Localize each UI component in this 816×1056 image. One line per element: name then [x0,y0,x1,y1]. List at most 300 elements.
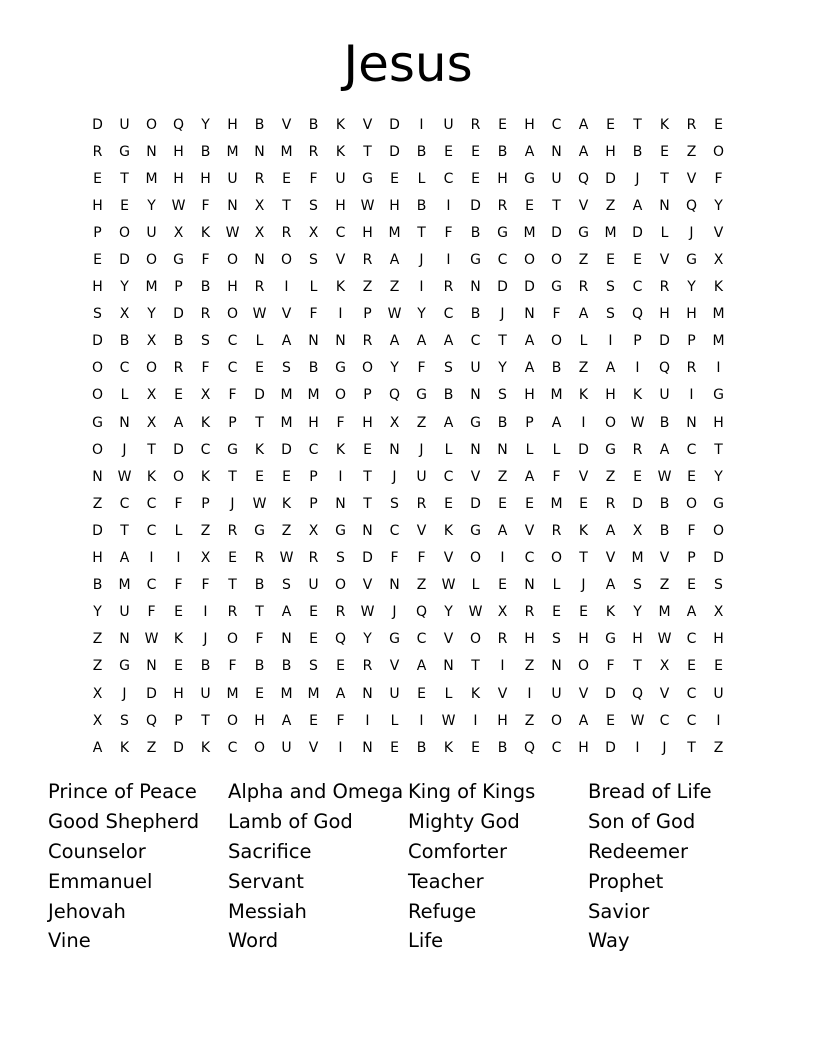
grid-letter: W [144,631,159,648]
grid-letter: O [91,387,104,404]
grid-letter: D [254,387,265,404]
grid-letter: Q [523,739,536,756]
grid-letter: R [443,279,454,296]
grid-letter: A [389,333,400,350]
word-list-item: Son of God [588,810,696,834]
grid-letter: U [551,170,562,187]
grid-letter: Y [417,306,426,323]
word-list-item: Savior [588,899,650,923]
grid-letter: V [686,170,697,187]
grid-letter: V [578,685,589,702]
grid-letter: H [389,197,400,214]
grid-letter: K [713,279,724,296]
grid-letter: L [525,441,534,458]
grid-letter: P [228,414,237,431]
grid-letter: X [200,550,211,567]
grid-letter: V [362,116,373,133]
grid-letter: U [713,685,724,702]
grid-letter: R [632,441,643,458]
grid-letter: O [469,631,482,648]
grid-letter: C [227,360,238,377]
grid-row [84,572,732,599]
grid-letter: L [120,387,129,404]
grid-letter: U [119,604,130,621]
grid-letter: Z [713,739,724,756]
grid-letter: T [255,414,264,431]
grid-letter: P [525,414,534,431]
grid-letter: D [92,333,103,350]
grid-letter: F [201,197,210,214]
grid-letter: E [687,658,696,675]
grid-letter: G [605,631,616,648]
grid-letter: O [253,739,266,756]
word-list-item: Prophet [588,869,664,893]
grid-letter: F [147,604,156,621]
grid-letter: H [362,224,373,241]
grid-letter: E [633,252,642,269]
grid-letter: Z [146,739,157,756]
grid-letter: H [227,279,238,296]
grid-letter: N [470,387,481,404]
grid-letter: U [551,685,562,702]
grid-letter: I [716,712,721,729]
grid-letter: N [146,658,157,675]
grid-letter: R [362,252,373,269]
grid-row [84,274,732,301]
grid-letter: A [632,197,643,214]
grid-letter: A [686,604,697,621]
grid-letter: D [146,685,157,702]
grid-letter: F [606,658,615,675]
grid-letter: W [171,197,186,214]
grid-letter: P [363,306,372,323]
grid-letter: V [281,116,292,133]
grid-letter: G [686,252,697,269]
word-list-item: Prince of Peace [48,780,197,804]
grid-letter: U [281,739,292,756]
grid-letter: T [660,170,669,187]
grid-letter: C [335,224,346,241]
grid-letter: N [389,441,400,458]
grid-letter: L [660,224,669,241]
grid-letter: S [498,387,507,404]
grid-letter: V [713,224,724,241]
grid-letter: T [363,468,372,485]
grid-row [84,490,732,517]
grid-letter: S [93,306,102,323]
grid-letter: W [360,197,375,214]
grid-letter: B [308,360,319,377]
grid-letter: U [308,577,319,594]
grid-letter: G [605,441,616,458]
word-list-item: Lamb of God [228,810,353,834]
grid-letter: I [338,468,343,485]
grid-letter: M [307,685,320,702]
grid-letter: R [227,522,238,539]
grid-letter: N [146,143,157,160]
grid-letter: B [497,739,508,756]
grid-letter: T [687,739,696,756]
grid-letter: S [120,712,129,729]
grid-letter: V [605,550,616,567]
grid-letter: D [92,522,103,539]
grid-letter: V [389,658,400,675]
grid-letter: S [282,577,291,594]
grid-row [84,517,732,544]
grid-letter: P [174,712,183,729]
grid-letter: C [497,252,508,269]
grid-letter: G [335,522,346,539]
grid-letter: J [581,577,586,594]
grid-letter: N [443,658,454,675]
grid-letter: V [443,550,454,567]
grid-letter: N [470,441,481,458]
grid-letter: B [551,360,562,377]
grid-letter: K [335,143,346,160]
grid-letter: G [497,224,508,241]
grid-letter: F [309,306,318,323]
grid-letter: D [281,441,292,458]
grid-letter: U [389,685,400,702]
grid-letter: J [419,441,424,458]
grid-letter: L [417,170,426,187]
grid-row [84,626,732,653]
grid-letter: E [471,739,480,756]
grid-letter: S [633,577,642,594]
grid-letter: I [338,306,343,323]
grid-letter: O [712,522,725,539]
grid-letter: T [282,197,291,214]
grid-letter: O [550,333,563,350]
grid-letter: K [470,685,481,702]
grid-letter: E [687,577,696,594]
grid-letter: B [200,279,211,296]
grid-letter: Q [415,604,428,621]
grid-letter: N [470,279,481,296]
grid-letter: O [172,468,185,485]
grid-letter: R [362,658,373,675]
grid-letter: O [361,360,374,377]
grid-letter: H [497,170,508,187]
page-title: Jesus [343,35,473,93]
grid-letter: A [416,658,427,675]
grid-row [84,328,732,355]
grid-letter: Y [201,116,210,133]
grid-letter: U [659,387,670,404]
word-list-row [48,837,808,867]
word-list-item: Mighty God [408,810,520,834]
grid-letter: H [524,116,535,133]
grid-letter: R [92,143,103,160]
grid-letter: K [335,279,346,296]
grid-letter: D [605,739,616,756]
grid-letter: Z [92,658,103,675]
grid-letter: G [173,252,184,269]
word-list-row [48,926,808,956]
grid-letter: C [443,306,454,323]
grid-letter: B [497,143,508,160]
grid-letter: P [687,333,696,350]
grid-letter: D [173,739,184,756]
grid-letter: E [687,468,696,485]
grid-letter: T [363,143,372,160]
grid-letter: S [309,658,318,675]
grid-letter: N [227,197,238,214]
grid-letter: K [200,468,211,485]
grid-letter: E [282,170,291,187]
grid-letter: M [226,685,239,702]
grid-letter: N [362,685,373,702]
grid-letter: K [659,116,670,133]
grid-letter: B [200,658,211,675]
grid-letter: M [712,306,725,323]
grid-letter: B [254,658,265,675]
grid-letter: M [145,170,158,187]
grid-letter: I [149,550,154,567]
grid-letter: M [280,414,293,431]
grid-letter: J [689,224,694,241]
word-list-item: Counselor [48,839,146,863]
grid-letter: U [416,468,427,485]
grid-letter: U [470,360,481,377]
grid-row [84,138,732,165]
grid-letter: S [201,333,210,350]
grid-letter: C [551,739,562,756]
grid-letter: V [659,252,670,269]
grid-letter: I [500,658,505,675]
grid-letter: E [228,550,237,567]
grid-letter: E [498,116,507,133]
grid-letter: A [281,712,292,729]
grid-letter: K [335,116,346,133]
grid-letter: Z [524,712,535,729]
grid-letter: G [389,631,400,648]
grid-letter: V [578,468,589,485]
grid-letter: H [92,279,103,296]
grid-letter: E [363,441,372,458]
grid-letter: R [200,306,211,323]
grid-letter: W [468,604,483,621]
grid-letter: E [309,604,318,621]
grid-letter: J [635,170,640,187]
grid-letter: F [390,550,399,567]
word-list-item: Refuge [408,899,477,923]
grid-letter: E [579,495,588,512]
grid-letter: L [174,522,183,539]
grid-letter: D [92,116,103,133]
grid-letter: C [659,712,670,729]
grid-letter: D [497,279,508,296]
grid-letter: R [362,333,373,350]
grid-letter: M [523,224,536,241]
grid-letter: B [416,143,427,160]
grid-letter: A [551,414,562,431]
grid-row [84,436,732,463]
grid-letter: H [254,712,265,729]
grid-letter: B [659,522,670,539]
grid-letter: Y [390,360,399,377]
grid-letter: X [146,414,157,431]
grid-letter: G [362,170,373,187]
grid-letter: R [227,604,238,621]
grid-letter: N [659,197,670,214]
word-list-row [48,777,808,807]
grid-letter: F [444,224,453,241]
grid-letter: H [92,550,103,567]
grid-letter: E [471,170,480,187]
grid-letter: F [201,577,210,594]
grid-letter: O [118,224,131,241]
grid-letter: G [470,414,481,431]
word-list-row [48,896,808,926]
word-list-item: Teacher [408,869,484,893]
grid-letter: P [633,333,642,350]
grid-letter: D [713,550,724,567]
grid-letter: E [606,712,615,729]
grid-letter: A [119,550,130,567]
grid-letter: R [605,495,616,512]
grid-letter: S [336,550,345,567]
grid-letter: D [578,441,589,458]
grid-letter: Q [334,631,347,648]
grid-letter: G [470,522,481,539]
grid-letter: B [92,577,103,594]
grid-letter: W [441,577,456,594]
grid-letter: O [145,252,158,269]
grid-letter: C [416,631,427,648]
word-list-item: Life [408,929,444,953]
grid-letter: Z [578,252,589,269]
word-list-item: Jehovah [48,899,126,923]
grid-row [84,599,732,626]
grid-letter: O [550,252,563,269]
grid-letter: C [686,712,697,729]
grid-letter: S [606,279,615,296]
grid-letter: G [119,658,130,675]
grid-letter: E [552,604,561,621]
grid-letter: A [524,360,535,377]
grid-letter: C [389,522,400,539]
grid-letter: Y [687,279,696,296]
grid-letter: C [146,495,157,512]
grid-letter: N [389,577,400,594]
grid-letter: E [525,197,534,214]
grid-row [84,219,732,246]
grid-letter: O [577,658,590,675]
grid-letter: M [712,333,725,350]
grid-letter: P [174,279,183,296]
grid-letter: V [659,550,670,567]
grid-letter: V [416,522,427,539]
grid-letter: S [282,360,291,377]
grid-letter: M [550,387,563,404]
grid-letter: W [252,306,267,323]
grid-letter: V [470,468,481,485]
grid-letter: E [660,143,669,160]
grid-letter: N [551,143,562,160]
grid-letter: E [525,495,534,512]
grid-letter: T [147,441,156,458]
grid-letter: B [659,414,670,431]
grid-letter: A [335,685,346,702]
grid-letter: T [363,495,372,512]
grid-letter: C [119,360,130,377]
grid-letter: B [632,143,643,160]
grid-letter: L [471,577,480,594]
grid-letter: L [255,333,264,350]
word-list-item: Alpha and Omega [228,780,404,804]
grid-letter: B [416,197,427,214]
grid-letter: Y [93,604,102,621]
grid-letter: T [120,170,129,187]
grid-letter: W [657,468,672,485]
grid-letter: T [633,658,642,675]
grid-letter: B [416,739,427,756]
grid-letter: J [500,306,505,323]
grid-letter: F [174,577,183,594]
grid-letter: A [92,739,103,756]
grid-letter: P [201,495,210,512]
grid-letter: P [309,468,318,485]
grid-letter: A [605,360,616,377]
grid-letter: G [92,414,103,431]
grid-letter: V [281,306,292,323]
grid-letter: E [444,143,453,160]
grid-letter: F [174,495,183,512]
grid-letter: Q [388,387,401,404]
grid-letter: J [419,252,424,269]
grid-letter: V [362,577,373,594]
grid-letter: R [281,224,292,241]
word-list-item: Good Shepherd [48,810,200,834]
grid-letter: K [146,468,157,485]
grid-letter: F [336,414,345,431]
grid-letter: S [444,360,453,377]
grid-letter: H [92,197,103,214]
grid-letter: O [280,252,293,269]
grid-letter: T [228,468,237,485]
grid-letter: H [335,197,346,214]
grid-letter: T [471,658,480,675]
grid-letter: S [606,306,615,323]
grid-row [84,545,732,572]
grid-letter: N [335,495,346,512]
grid-letter: E [390,170,399,187]
grid-letter: W [117,468,132,485]
grid-letter: I [716,360,721,377]
word-list-item: Sacrifice [228,839,312,863]
grid-letter: F [417,550,426,567]
grid-letter: U [119,116,130,133]
grid-letter: P [363,387,372,404]
grid-letter: S [390,495,399,512]
grid-letter: G [713,387,724,404]
grid-letter: B [200,143,211,160]
grid-letter: F [201,360,210,377]
grid-letter: O [334,577,347,594]
grid-letter: T [714,441,723,458]
grid-letter: M [307,387,320,404]
grid-letter: W [225,224,240,241]
grid-letter: Q [631,685,644,702]
grid-letter: D [389,116,400,133]
grid-letter: D [119,252,130,269]
grid-letter: E [120,197,129,214]
grid-letter: N [362,522,373,539]
grid-letter: D [632,224,643,241]
grid-letter: Z [605,468,616,485]
grid-letter: N [119,631,130,648]
